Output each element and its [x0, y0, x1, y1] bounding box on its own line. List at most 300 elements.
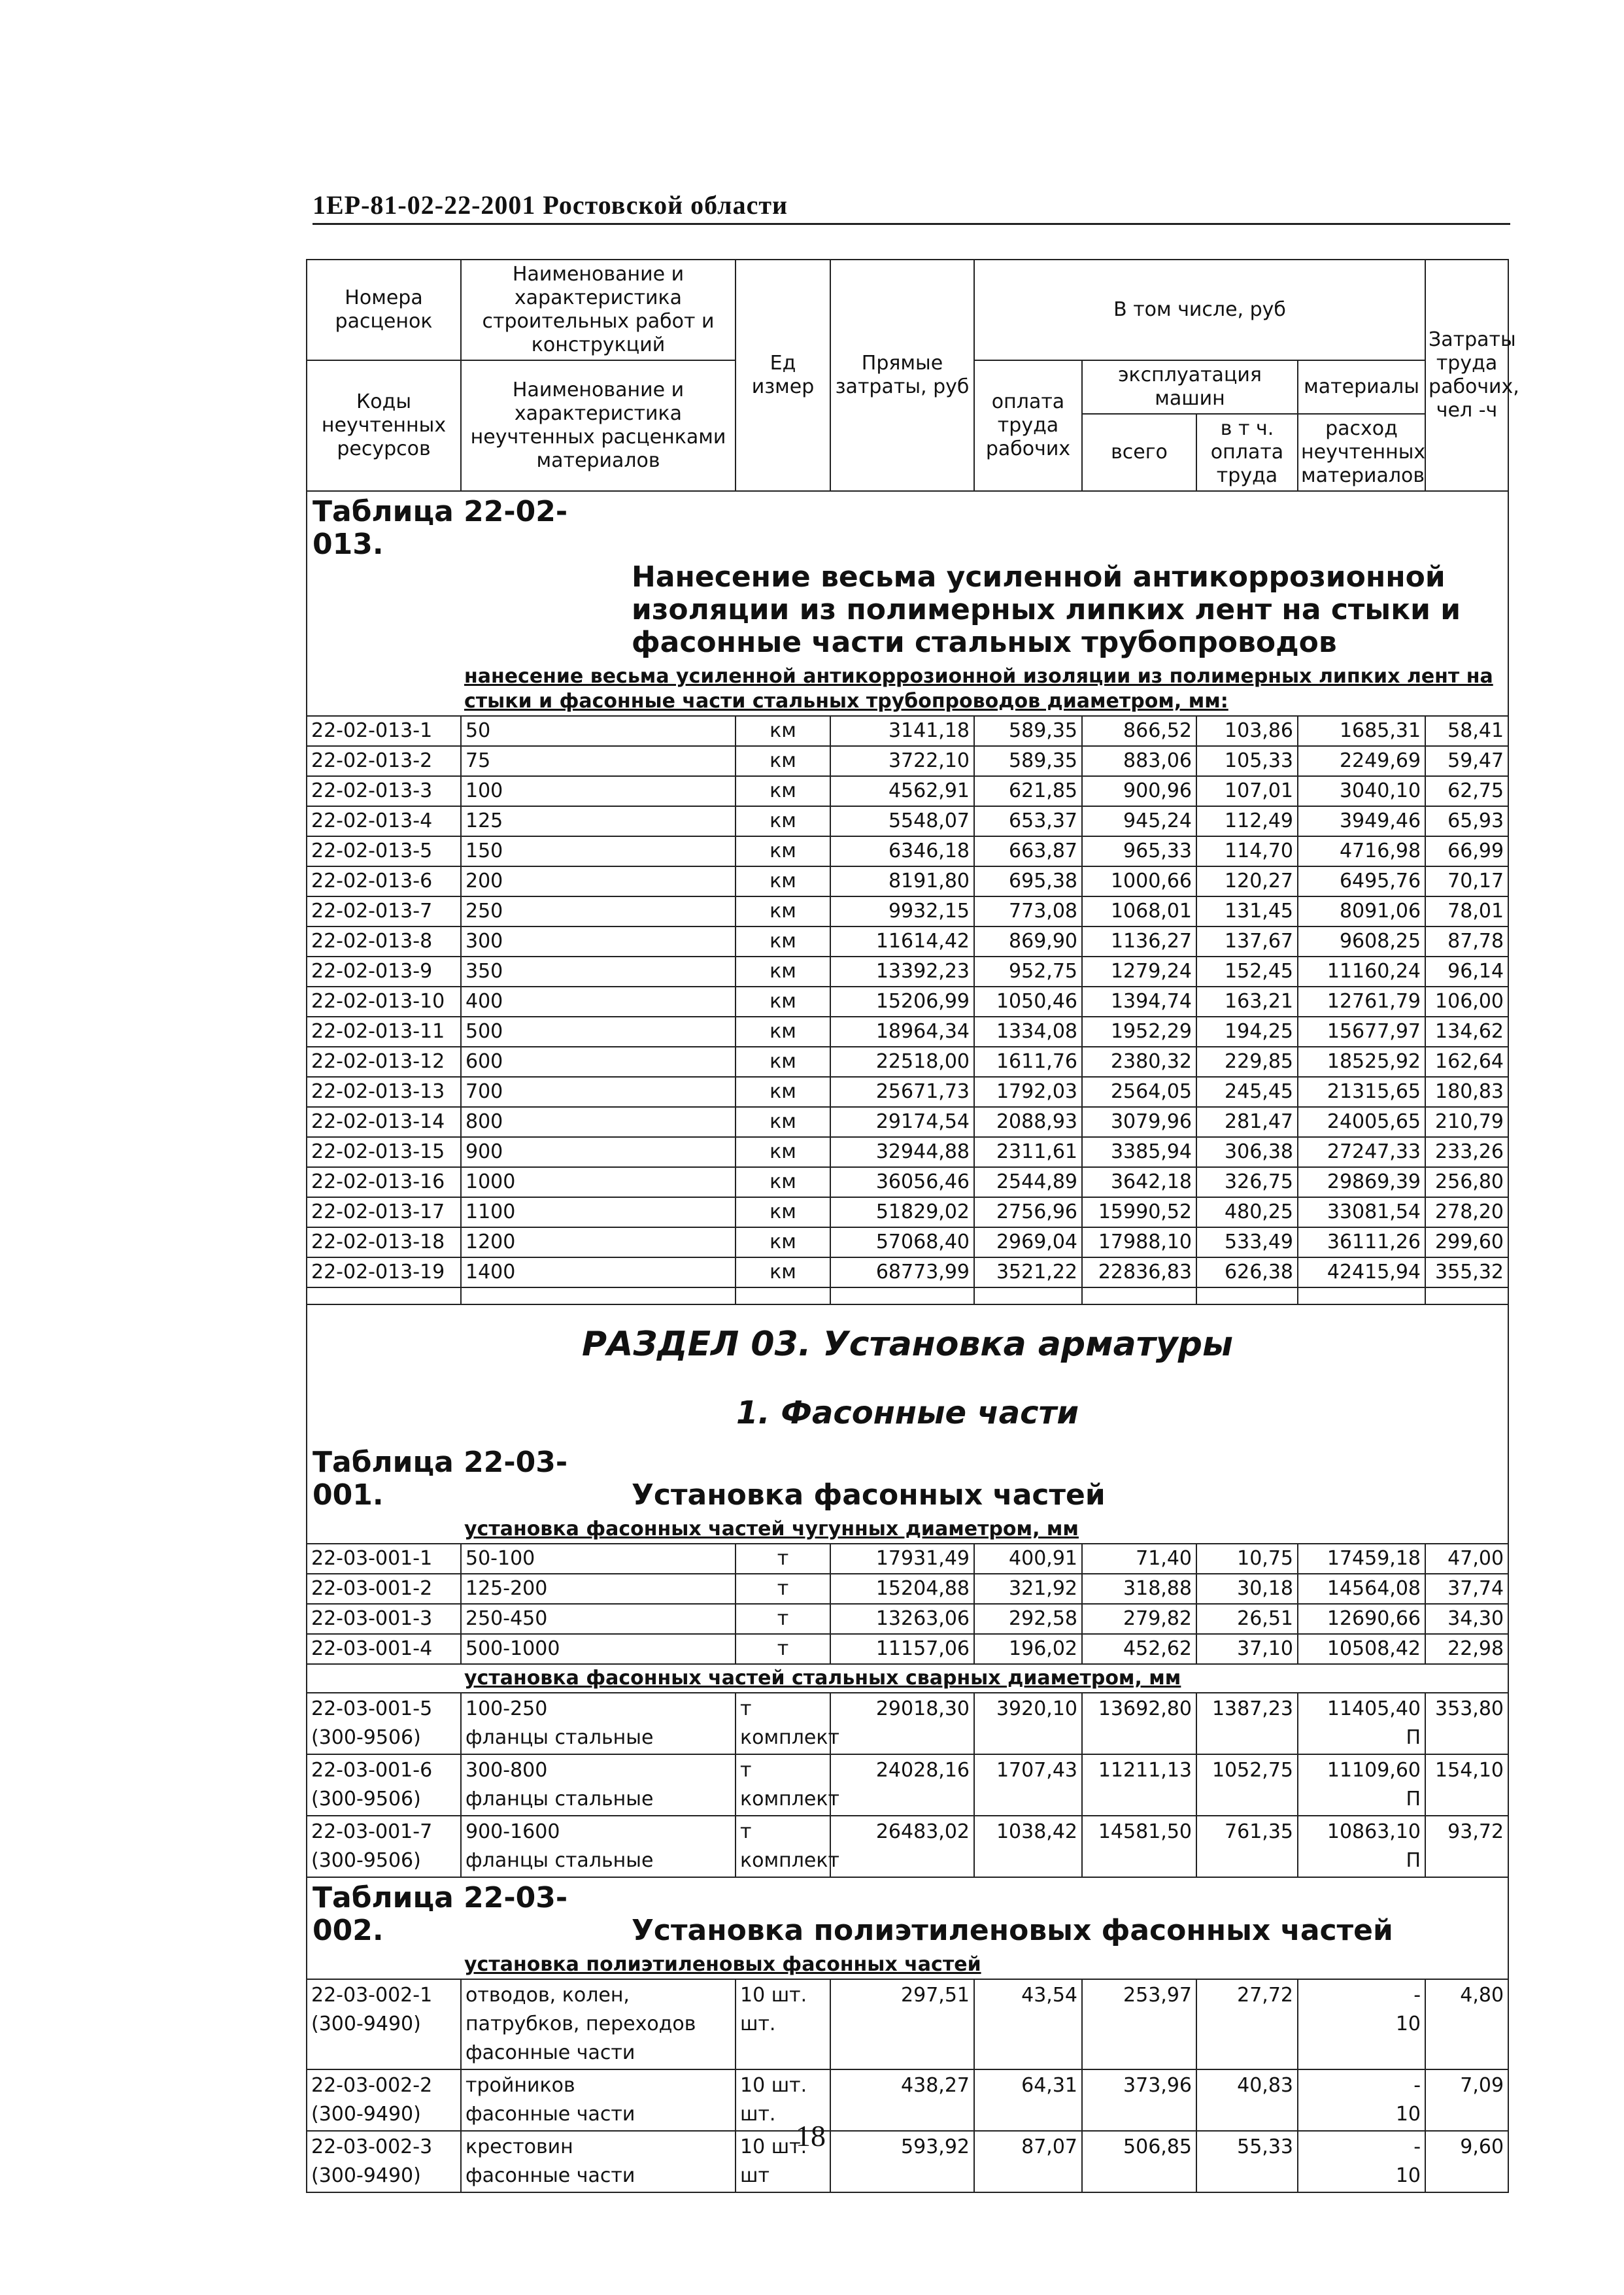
header-labor: Затраты труда рабочих, чел -ч	[1425, 260, 1508, 491]
machines-total: 2564,05	[1082, 1077, 1196, 1107]
rate-code: 22-02-013-4	[307, 806, 461, 836]
rate-code: 22-02-013-11	[307, 1017, 461, 1047]
direct-cost: 15204,88	[830, 1574, 974, 1604]
resource-name: фланцы стальные	[465, 1788, 654, 1810]
labor-hours: 22,98	[1425, 1634, 1508, 1664]
rate-code: 22-03-002-3	[311, 2135, 433, 2158]
unit: км	[736, 1137, 830, 1167]
machines-labor-pay: 626,38	[1196, 1257, 1298, 1287]
resource-code: (300-9490)	[311, 2013, 421, 2035]
machines-total: 1394,74	[1082, 987, 1196, 1017]
direct-cost: 11614,42	[830, 926, 974, 957]
spacer-cell	[1425, 1287, 1508, 1304]
rate-code: 22-02-013-17	[307, 1197, 461, 1227]
rate-code: 22-02-013-6	[307, 866, 461, 896]
machines-total: 883,06	[1082, 746, 1196, 776]
direct-cost: 297,51	[830, 1979, 974, 2069]
machines-labor-pay: 131,45	[1196, 896, 1298, 926]
labor-pay: 1050,46	[974, 987, 1082, 1017]
resource-name: фасонные части	[465, 2103, 635, 2126]
direct-cost: 25671,73	[830, 1077, 974, 1107]
labor-hours: 4,80	[1425, 1979, 1508, 2069]
table-row	[307, 1137, 1508, 1167]
work-name: 900	[461, 1137, 736, 1167]
table-caption-22-02-013-cell	[307, 491, 1508, 663]
labor-pay: 653,37	[974, 806, 1082, 836]
machines-labor-pay: 281,47	[1196, 1107, 1298, 1137]
spacer-cell	[1082, 1287, 1196, 1304]
labor-pay: 3521,22	[974, 1257, 1082, 1287]
labor-hours: 96,14	[1425, 957, 1508, 987]
unit: 10 шт.	[740, 2135, 807, 2158]
rate-code-group	[307, 2069, 461, 2131]
labor-hours: 87,78	[1425, 926, 1508, 957]
direct-cost: 29018,30	[830, 1693, 974, 1754]
spacer-cell	[1196, 1287, 1298, 1304]
labor-pay: 695,38	[974, 866, 1082, 896]
work-name: 50-100	[461, 1544, 736, 1574]
labor-pay: 663,87	[974, 836, 1082, 866]
machines-labor-pay: 245,45	[1196, 1077, 1298, 1107]
rate-code: 22-03-001-2	[307, 1574, 461, 1604]
labor-hours: 65,93	[1425, 806, 1508, 836]
unit: км	[736, 716, 830, 746]
header-labor-pay: оплата труда рабочих	[974, 360, 1082, 491]
labor-hours: 37,74	[1425, 1574, 1508, 1604]
materials: -	[1413, 1984, 1421, 2007]
header-unit: Ед измер	[736, 260, 830, 491]
rate-code: 22-02-013-3	[307, 776, 461, 806]
machines-labor-pay: 103,86	[1196, 716, 1298, 746]
machines-total: 17988,10	[1082, 1227, 1196, 1257]
labor-hours: 59,47	[1425, 746, 1508, 776]
table-row	[307, 746, 1508, 776]
table-row	[307, 1693, 1508, 1754]
unit: км	[736, 1107, 830, 1137]
rate-code: 22-02-013-14	[307, 1107, 461, 1137]
labor-hours: 299,60	[1425, 1227, 1508, 1257]
labor-hours: 9,60	[1425, 2131, 1508, 2192]
materials: 33081,54	[1298, 1197, 1425, 1227]
machines-total: 900,96	[1082, 776, 1196, 806]
machines-labor-pay: 326,75	[1196, 1167, 1298, 1197]
table-row	[307, 2069, 1508, 2131]
direct-cost: 9932,15	[830, 896, 974, 926]
header-machines-total: всего	[1082, 414, 1196, 491]
resource-code: (300-9506)	[311, 1726, 421, 1749]
header-numbers: Номера расценок	[307, 260, 461, 360]
resource-quantity: 10	[1395, 2103, 1421, 2126]
resource-unit: шт.	[740, 2013, 776, 2035]
machines-labor-pay: 152,45	[1196, 957, 1298, 987]
machines-labor-pay: 1052,75	[1196, 1754, 1298, 1816]
materials-group	[1298, 2069, 1425, 2131]
spacer-cell	[1298, 1287, 1425, 1304]
rate-code-group	[307, 1754, 461, 1816]
labor-pay: 43,54	[974, 1979, 1082, 2069]
labor-pay: 400,91	[974, 1544, 1082, 1574]
labor-hours: 256,80	[1425, 1167, 1508, 1197]
rate-code: 22-03-001-1	[307, 1544, 461, 1574]
resource-code: (300-9490)	[311, 2164, 421, 2187]
labor-pay: 2969,04	[974, 1227, 1082, 1257]
rate-code: 22-03-001-4	[307, 1634, 461, 1664]
rate-code: 22-02-013-7	[307, 896, 461, 926]
materials: 24005,65	[1298, 1107, 1425, 1137]
table-caption-22-03-002-cell	[307, 1877, 1508, 1951]
rate-code: 22-02-013-16	[307, 1167, 461, 1197]
materials: -	[1413, 2135, 1421, 2158]
unit: км	[736, 1257, 830, 1287]
labor-pay: 1707,43	[974, 1754, 1082, 1816]
resource-quantity: 10	[1395, 2164, 1421, 2187]
header-materials-use: расход неучтенных материалов	[1298, 414, 1425, 491]
unit: км	[736, 957, 830, 987]
table-body	[307, 491, 1508, 2192]
machines-total: 1068,01	[1082, 896, 1196, 926]
labor-hours: 353,80	[1425, 1693, 1508, 1754]
machines-labor-pay: 107,01	[1196, 776, 1298, 806]
work-name: 350	[461, 957, 736, 987]
table-row	[307, 1544, 1508, 1574]
table-caption-22-02-013	[307, 491, 1508, 663]
labor-pay: 2311,61	[974, 1137, 1082, 1167]
table-row	[307, 1077, 1508, 1107]
unit: т	[740, 1759, 752, 1782]
materials: 18525,92	[1298, 1047, 1425, 1077]
header-codes: Коды неучтенных ресурсов	[307, 360, 461, 491]
direct-cost: 26483,02	[830, 1816, 974, 1877]
machines-labor-pay: 30,18	[1196, 1574, 1298, 1604]
table-row	[307, 1227, 1508, 1257]
work-name: 400	[461, 987, 736, 1017]
direct-cost: 6346,18	[830, 836, 974, 866]
labor-pay: 1611,76	[974, 1047, 1082, 1077]
table-row	[307, 1574, 1508, 1604]
direct-cost: 13263,06	[830, 1604, 974, 1634]
labor-pay: 3920,10	[974, 1693, 1082, 1754]
labor-hours: 162,64	[1425, 1047, 1508, 1077]
materials: -	[1413, 2074, 1421, 2097]
table-header	[307, 260, 1519, 491]
machines-labor-pay: 306,38	[1196, 1137, 1298, 1167]
direct-cost: 15206,99	[830, 987, 974, 1017]
unit: км	[736, 926, 830, 957]
resource-name: фасонные части	[465, 2041, 635, 2064]
section-heading-row	[307, 1304, 1508, 1384]
machines-total: 253,97	[1082, 1979, 1196, 2069]
labor-hours: 78,01	[1425, 896, 1508, 926]
table-row	[307, 1167, 1508, 1197]
direct-cost: 13392,23	[830, 957, 974, 987]
spacer-cell	[830, 1287, 974, 1304]
unit: т	[736, 1634, 830, 1664]
rate-code-group	[307, 1816, 461, 1877]
work-name: 1100	[461, 1197, 736, 1227]
rate-code: 22-03-001-6	[311, 1759, 433, 1782]
machines-labor-pay: 112,49	[1196, 806, 1298, 836]
labor-hours: 93,72	[1425, 1816, 1508, 1877]
labor-pay: 2088,93	[974, 1107, 1082, 1137]
rate-code: 22-02-013-10	[307, 987, 461, 1017]
materials-group	[1298, 1693, 1425, 1754]
work-name: 300-800	[465, 1759, 548, 1782]
unit-group	[736, 1816, 839, 1877]
work-name: 500	[461, 1017, 736, 1047]
labor-hours: 66,99	[1425, 836, 1508, 866]
machines-labor-pay: 761,35	[1196, 1816, 1298, 1877]
work-name: 1400	[461, 1257, 736, 1287]
materials-group	[1298, 1754, 1425, 1816]
direct-cost: 18964,34	[830, 1017, 974, 1047]
labor-pay: 87,07	[974, 2131, 1082, 2192]
machines-total: 452,62	[1082, 1634, 1196, 1664]
labor-hours: 134,62	[1425, 1017, 1508, 1047]
machines-labor-pay: 137,67	[1196, 926, 1298, 957]
rate-code-group	[307, 1979, 461, 2069]
machines-total: 13692,80	[1082, 1693, 1196, 1754]
table-row	[307, 1047, 1508, 1077]
machines-total: 71,40	[1082, 1544, 1196, 1574]
unit: км	[736, 746, 830, 776]
direct-cost: 17931,49	[830, 1544, 974, 1574]
work-name: 600	[461, 1047, 736, 1077]
resource-unit: комплект	[740, 1726, 839, 1749]
table-subheading-text: нанесение весьма усиленной антикоррозионной изоляции из полимерных липких лент на стыки и фасонные части стальных трубопроводов диаметром, мм:	[307, 663, 1508, 716]
work-name: 125	[461, 806, 736, 836]
direct-cost: 11157,06	[830, 1634, 974, 1664]
table-row	[307, 806, 1508, 836]
table-row	[307, 1634, 1508, 1664]
materials: 27247,33	[1298, 1137, 1425, 1167]
running-header: 1ЕР-81-02-22-2001 Ростовской области	[313, 190, 1510, 225]
name-group	[461, 1754, 736, 1816]
spacer-cell	[736, 1287, 830, 1304]
table-caption-number: Таблица 22-03-001.	[313, 1446, 568, 1512]
table-row	[307, 776, 1508, 806]
machines-total: 3642,18	[1082, 1167, 1196, 1197]
materials: 8091,06	[1298, 896, 1425, 926]
rate-code: 22-02-013-18	[307, 1227, 461, 1257]
work-name: 200	[461, 866, 736, 896]
resource-unit: комплект	[740, 1788, 839, 1810]
unit-group	[736, 1979, 830, 2069]
resource-quantity: П	[1406, 1788, 1421, 1810]
header-name-resources: Наименование и характеристика неучтенных расценками материалов	[461, 360, 736, 491]
machines-total: 1279,24	[1082, 957, 1196, 987]
rate-code: 22-03-001-5	[311, 1697, 433, 1720]
unit: км	[736, 1017, 830, 1047]
materials: 11160,24	[1298, 957, 1425, 987]
labor-pay: 321,92	[974, 1574, 1082, 1604]
machines-total: 3079,96	[1082, 1107, 1196, 1137]
resource-code: (300-9506)	[311, 1788, 421, 1810]
work-name: 1200	[461, 1227, 736, 1257]
resource-name: фасонные части	[465, 2164, 635, 2187]
table-caption-title: Установка полиэтиленовых фасонных частей	[632, 1914, 1393, 1947]
machines-labor-pay: 55,33	[1196, 2131, 1298, 2192]
unit: км	[736, 987, 830, 1017]
resource-name: фланцы стальные	[465, 1849, 654, 1872]
table-caption-number: Таблица 22-02-013.	[313, 495, 568, 561]
name-group	[461, 1979, 736, 2069]
labor-hours: 70,17	[1425, 866, 1508, 896]
subsection-heading-row	[307, 1384, 1508, 1442]
materials: 10863,10	[1327, 1820, 1421, 1843]
direct-cost: 36056,46	[830, 1167, 974, 1197]
table-subheading-text: установка полиэтиленовых фасонных частей	[307, 1951, 1508, 1979]
materials: 11405,40	[1327, 1697, 1421, 1720]
direct-cost: 3141,18	[830, 716, 974, 746]
work-name: 125-200	[461, 1574, 736, 1604]
resource-quantity: 10	[1395, 2013, 1421, 2035]
labor-pay: 64,31	[974, 2069, 1082, 2131]
direct-cost: 32944,88	[830, 1137, 974, 1167]
table-row	[307, 2131, 1508, 2192]
labor-pay: 1038,42	[974, 1816, 1082, 1877]
name-group	[461, 1816, 736, 1877]
work-name: 75	[461, 746, 736, 776]
table-row	[307, 716, 1508, 746]
unit: км	[736, 1197, 830, 1227]
unit: т	[736, 1574, 830, 1604]
header-direct: Прямые затраты, руб	[830, 260, 974, 491]
labor-hours: 58,41	[1425, 716, 1508, 746]
direct-cost: 22518,00	[830, 1047, 974, 1077]
direct-cost: 4562,91	[830, 776, 974, 806]
machines-total: 2380,32	[1082, 1047, 1196, 1077]
table-row	[307, 836, 1508, 866]
direct-cost: 5548,07	[830, 806, 974, 836]
work-name: 100	[461, 776, 736, 806]
labor-hours: 47,00	[1425, 1544, 1508, 1574]
labor-hours: 62,75	[1425, 776, 1508, 806]
direct-cost: 24028,16	[830, 1754, 974, 1816]
resource-quantity: П	[1406, 1849, 1421, 1872]
labor-hours: 210,79	[1425, 1107, 1508, 1137]
table-caption-22-03-001-cell	[307, 1442, 1508, 1516]
work-name: 800	[461, 1107, 736, 1137]
materials: 42415,94	[1298, 1257, 1425, 1287]
work-name: отводов, колен, патрубков, переходов	[465, 1984, 696, 2035]
spacer-cell	[974, 1287, 1082, 1304]
direct-cost: 438,27	[830, 2069, 974, 2131]
subsection-heading: 1. Фасонные части	[307, 1384, 1508, 1442]
labor-pay: 589,35	[974, 716, 1082, 746]
machines-total: 373,96	[1082, 2069, 1196, 2131]
materials: 3040,10	[1298, 776, 1425, 806]
table-caption-title: Нанесение весьма усиленной антикоррозионной изоляции из полимерных липких лент на стыки и фасонные части стальных трубопроводов	[632, 560, 1461, 659]
table-row	[307, 866, 1508, 896]
direct-cost: 51829,02	[830, 1197, 974, 1227]
machines-labor-pay: 105,33	[1196, 746, 1298, 776]
unit: км	[736, 896, 830, 926]
machines-labor-pay: 480,25	[1196, 1197, 1298, 1227]
machines-total: 945,24	[1082, 806, 1196, 836]
labor-hours: 355,32	[1425, 1257, 1508, 1287]
resource-name: фланцы стальные	[465, 1726, 654, 1749]
labor-pay: 1792,03	[974, 1077, 1082, 1107]
table-row	[307, 1979, 1508, 2069]
table-subheading-text: установка фасонных частей чугунных диаметром, мм	[307, 1516, 1508, 1544]
labor-pay: 773,08	[974, 896, 1082, 926]
labor-pay: 1334,08	[974, 1017, 1082, 1047]
table-caption-number: Таблица 22-03-002.	[313, 1881, 568, 1947]
table-subheading	[307, 663, 1508, 716]
rate-code: 22-02-013-9	[307, 957, 461, 987]
direct-cost: 29174,54	[830, 1107, 974, 1137]
table-subheading	[307, 1951, 1508, 1979]
labor-pay: 621,85	[974, 776, 1082, 806]
resource-unit: шт	[740, 2164, 770, 2187]
machines-labor-pay: 37,10	[1196, 1634, 1298, 1664]
labor-pay: 952,75	[974, 957, 1082, 987]
work-name: 1000	[461, 1167, 736, 1197]
machines-labor-pay: 10,75	[1196, 1544, 1298, 1574]
table-subheading	[307, 1664, 1508, 1693]
rate-code: 22-02-013-12	[307, 1047, 461, 1077]
rate-code: 22-03-001-3	[307, 1604, 461, 1634]
unit-group	[736, 1754, 839, 1816]
direct-cost: 3722,10	[830, 746, 974, 776]
materials: 9608,25	[1298, 926, 1425, 957]
machines-total: 318,88	[1082, 1574, 1196, 1604]
unit: км	[736, 1047, 830, 1077]
materials: 6495,76	[1298, 866, 1425, 896]
rate-code: 22-03-002-1	[311, 1984, 433, 2007]
labor-pay: 589,35	[974, 746, 1082, 776]
resource-quantity: П	[1406, 1726, 1421, 1749]
materials: 12761,79	[1298, 987, 1425, 1017]
table-row	[307, 987, 1508, 1017]
work-name: 100-250	[465, 1697, 548, 1720]
labor-pay: 2544,89	[974, 1167, 1082, 1197]
materials-group	[1298, 1979, 1425, 2069]
unit: км	[736, 776, 830, 806]
table-row	[307, 1257, 1508, 1287]
unit: км	[736, 836, 830, 866]
labor-hours: 233,26	[1425, 1137, 1508, 1167]
name-group	[461, 1693, 736, 1754]
unit: т	[736, 1604, 830, 1634]
rate-code: 22-02-013-15	[307, 1137, 461, 1167]
table-caption-22-03-002	[307, 1877, 1508, 1951]
unit-group	[736, 1693, 839, 1754]
machines-labor-pay: 229,85	[1196, 1047, 1298, 1077]
labor-hours: 34,30	[1425, 1604, 1508, 1634]
work-name: тройников	[465, 2074, 575, 2097]
rate-code: 22-03-002-2	[311, 2074, 433, 2097]
machines-labor-pay: 40,83	[1196, 2069, 1298, 2131]
unit: т	[740, 1820, 752, 1843]
unit: км	[736, 866, 830, 896]
header-materials: материалы	[1298, 360, 1425, 414]
work-name: 250	[461, 896, 736, 926]
name-group	[461, 2131, 736, 2192]
direct-cost: 593,92	[830, 2131, 974, 2192]
labor-pay: 869,90	[974, 926, 1082, 957]
work-name: 900-1600	[465, 1820, 560, 1843]
machines-labor-pay: 26,51	[1196, 1604, 1298, 1634]
table-row	[307, 1107, 1508, 1137]
machines-total: 866,52	[1082, 716, 1196, 746]
materials: 21315,65	[1298, 1077, 1425, 1107]
direct-cost: 57068,40	[830, 1227, 974, 1257]
unit: км	[736, 1167, 830, 1197]
spacer-cell	[307, 1287, 461, 1304]
labor-pay: 196,02	[974, 1634, 1082, 1664]
table-row	[307, 926, 1508, 957]
